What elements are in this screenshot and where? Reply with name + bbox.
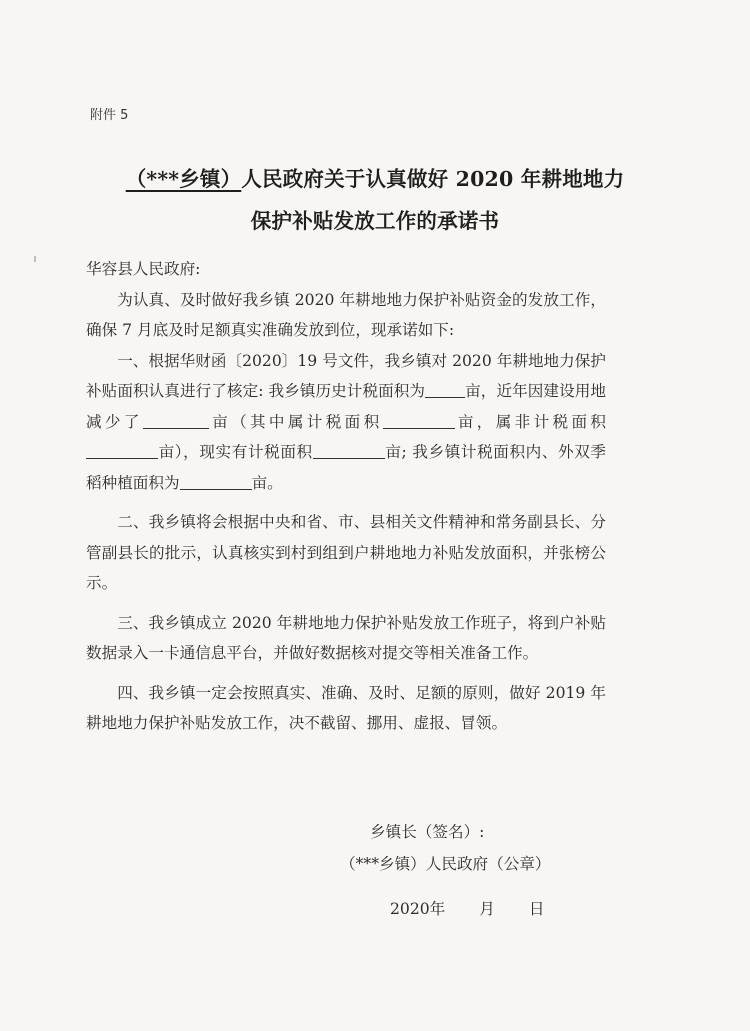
title-town-placeholder: （***乡镇） <box>125 167 242 191</box>
item-1-text-b: 亩，近年因建设用地减少了 <box>86 382 606 431</box>
salutation: 华容县人民政府: <box>86 260 201 278</box>
title-line-1-text: 人民政府关于认真做好 2020 年耕地地力 <box>241 167 625 191</box>
item-1-text-c: 亩（其中属计税面积 <box>208 412 383 431</box>
government-seal-line: （***乡镇）人民政府（公章） <box>340 855 551 873</box>
current-taxable-area-blank <box>313 442 385 459</box>
date-year: 2020年 <box>390 900 446 918</box>
letter-body <box>86 254 606 739</box>
item-3-paragraph: 三、我乡镇成立 2020 年耕地地力保护补贴发放工作班子，将到户补贴数据录入一卡通信息平台，并做好数据核对提交等相关准备工作。 <box>86 613 606 662</box>
item-1-text-a: 一、根据华财函〔2020〕19 号文件，我乡镇对 2020 年耕地地力保护补贴面积认真进行了核定: 我乡镇历史计税面积为 <box>86 351 606 400</box>
date-month: 月 <box>479 900 495 918</box>
non-taxable-area-blank <box>86 442 158 459</box>
date-line <box>390 897 545 919</box>
item-2-paragraph: 二、我乡镇将会根据中央和省、市、县相关文件精神和常务副县长、分管副县长的批示，认真核实到村到组到户耕地地力补贴发放面积，并张榜公示。 <box>86 513 606 592</box>
intro-paragraph: 为认真、及时做好我乡镇 2020 年耕地地力保护补贴资金的发放工作，确保 7 月底及时足额真实准确发放到位，现承诺如下: <box>86 290 606 339</box>
item-1-text-d: 亩，属非计税面积 <box>454 412 606 431</box>
item-1-paragraph <box>86 346 606 499</box>
item-1-text-e: 亩），现实有计税面积 <box>158 443 313 461</box>
item-4-paragraph: 四、我乡镇一定会按照真实、准确、及时、足额的原则，做好 2019 年耕地地力保护补贴发放工作，决不截留、挪用、虚报、冒领。 <box>86 683 606 732</box>
date-day: 日 <box>528 900 545 918</box>
item-1-text-f: 亩; 我乡镇计税面积内、外双季稻种植面积为 <box>86 443 607 492</box>
historical-taxable-area-blank <box>425 381 465 398</box>
document-title-line-1 <box>0 162 750 192</box>
attachment-label: 附件 5 <box>90 108 129 123</box>
mayor-signature-line: 乡镇长（签名）: <box>370 823 485 841</box>
construction-reduction-blank <box>143 412 209 429</box>
scan-speck <box>34 256 36 262</box>
item-1-text-g: 亩。 <box>251 473 283 492</box>
double-rice-area-blank <box>180 473 252 490</box>
document-title-line-2: 保护补贴发放工作的承诺书 <box>250 209 500 233</box>
taxable-area-blank <box>383 412 455 429</box>
